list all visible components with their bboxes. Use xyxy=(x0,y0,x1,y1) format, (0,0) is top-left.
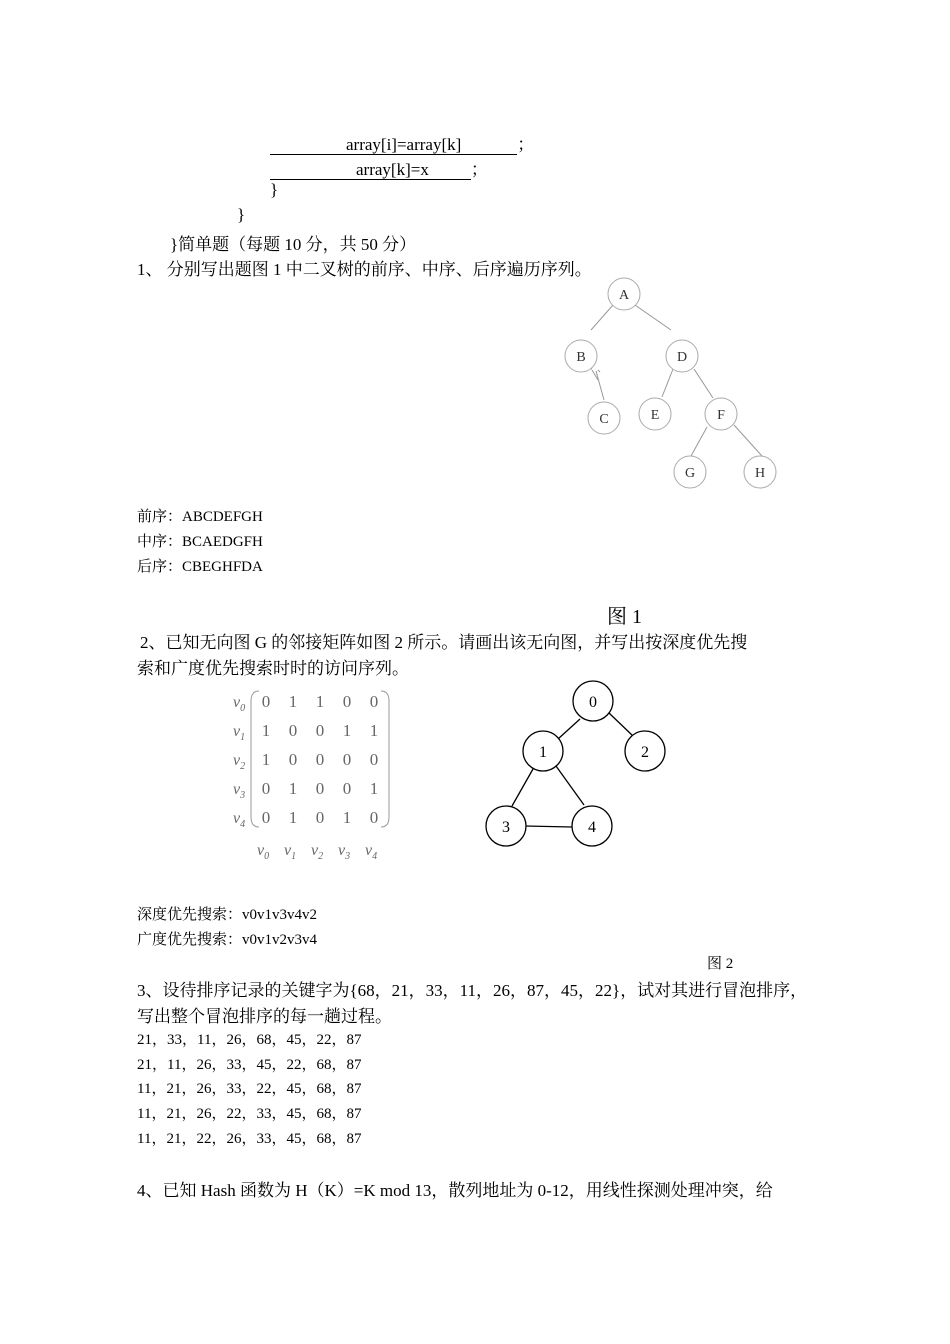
matrix-cell: 0 xyxy=(261,692,271,711)
q3-pass-3: 11，21，26，33，22，45，68，87 xyxy=(137,1081,362,1097)
row-label-v1: $v_1$ xyxy=(233,723,246,743)
q1-answer-preorder: 前序：ABCDEFGH xyxy=(137,509,263,525)
q1-answer-inorder: 中序：BCAEDGFH xyxy=(137,534,263,550)
section-heading: }简单题（每题 10 分，共 50 分） xyxy=(170,235,417,254)
q3-pass-1: 21，33，11，26，68，45，22，87 xyxy=(137,1032,362,1048)
matrix-cell: 1 xyxy=(369,721,379,740)
matrix-cell: 0 xyxy=(315,779,325,798)
matrix-cell: 0 xyxy=(369,692,379,711)
matrix-cell: 0 xyxy=(288,721,298,740)
matrix-cell: 0 xyxy=(342,750,352,769)
tree-label-d: D xyxy=(676,350,688,365)
matrix-cell: 1 xyxy=(342,808,352,827)
graph-edge-1-3 xyxy=(512,769,533,806)
matrix-right-bracket xyxy=(381,691,389,827)
row-label-v2: $v_2$ xyxy=(233,752,246,772)
code-line-2 xyxy=(270,155,488,180)
tree-edge-b-c-3 xyxy=(596,371,604,400)
q3-pass-4: 11，21，26，22，33，45，68，87 xyxy=(137,1106,362,1122)
matrix-cell: 1 xyxy=(261,721,271,740)
tree-label-g: G xyxy=(684,466,696,481)
matrix-cell: 0 xyxy=(369,750,379,769)
code-suffix-1: ； xyxy=(517,135,535,154)
graph-label-0: 0 xyxy=(589,694,597,711)
q3-text-line-1: 3、设待排序记录的关键字为{68，21，33，11，26，87，45，22}，试对其进行冒泡排序， xyxy=(137,981,808,1000)
matrix-column-labels xyxy=(257,842,377,862)
q2-answer-bfs: 广度优先搜索：v0v1v2v3v4 xyxy=(137,932,318,948)
matrix-cell: 0 xyxy=(342,779,352,798)
q2-text-line-2: 索和广度优先搜索时时的访问序列。 xyxy=(137,659,409,678)
tree-edge-a-b xyxy=(591,305,613,330)
figure-1-caption: 图 1 xyxy=(607,606,642,628)
matrix-cells xyxy=(262,692,379,827)
col-label-v3: $v_3$ xyxy=(338,842,351,862)
q3-pass-5: 11，21，22，26，33，45，68，87 xyxy=(137,1131,362,1147)
tree-label-c: C xyxy=(599,412,609,427)
graph-edge-3-4 xyxy=(525,826,572,827)
graph-edge-1-4 xyxy=(556,766,584,805)
code-brace-outer: } xyxy=(237,205,246,224)
blank-answer-2: array[k]=x xyxy=(270,161,471,180)
tree-label-b: B xyxy=(576,350,586,365)
matrix-cell: 0 xyxy=(261,808,271,827)
graph-label-4: 4 xyxy=(588,819,596,836)
tree-label-h: H xyxy=(754,466,766,481)
col-label-v0: $v_0$ xyxy=(257,842,270,862)
matrix-cell: 1 xyxy=(342,721,352,740)
tree-edge-d-e xyxy=(662,369,673,397)
matrix-cell: 0 xyxy=(288,750,298,769)
col-label-v1: $v_1$ xyxy=(284,842,297,862)
tree-edge-f-h xyxy=(734,425,762,456)
blank-answer-1: array[i]=array[k] xyxy=(270,136,517,155)
matrix-cell: 0 xyxy=(315,750,325,769)
row-label-v4: $v_4$ xyxy=(233,810,246,830)
matrix-cell: 1 xyxy=(288,692,298,711)
code-suffix-2: ； xyxy=(470,160,488,179)
tree-edge-f-g xyxy=(691,427,707,456)
q4-text-line-1: 4、已知 Hash 函数为 H（K）=K mod 13，散列地址为 0-12，用线性探测处理冲突，给 xyxy=(137,1181,773,1200)
matrix-left-bracket xyxy=(251,691,259,827)
matrix-cell: 1 xyxy=(369,779,379,798)
tree-edge-d-f xyxy=(694,369,713,398)
figure-2-caption: 图 2 xyxy=(707,956,734,972)
matrix-cell: 0 xyxy=(261,779,271,798)
q2-answer-dfs: 深度优先搜索：v0v1v3v4v2 xyxy=(137,907,318,923)
matrix-cell: 0 xyxy=(315,808,325,827)
q2-text-line-1: 2、已知无向图 G 的邻接矩阵如图 2 所示。请画出该无向图，并写出按深度优先搜 xyxy=(140,633,748,652)
tree-label-f: F xyxy=(717,408,725,423)
matrix-cell: 1 xyxy=(288,779,298,798)
code-line-1 xyxy=(270,130,534,155)
graph-edge-0-2 xyxy=(609,713,633,736)
tree-edge-b-c-2 xyxy=(598,370,600,372)
q1-answer-postorder: 后序：CBEGHFDA xyxy=(137,559,263,575)
matrix-row-labels xyxy=(233,694,245,830)
tree-edge-a-d xyxy=(635,305,671,330)
graph-label-3: 3 xyxy=(502,819,510,836)
matrix-cell: 1 xyxy=(315,692,325,711)
row-label-v3: $v_3$ xyxy=(233,781,246,801)
binary-tree-diagram xyxy=(540,270,800,500)
matrix-cell: 0 xyxy=(315,721,325,740)
adjacency-matrix xyxy=(225,685,405,870)
q3-text-line-2: 写出整个冒泡排序的每一趟过程。 xyxy=(137,1007,392,1026)
graph-label-2: 2 xyxy=(641,744,649,761)
undirected-graph-diagram xyxy=(475,675,685,855)
matrix-cell: 0 xyxy=(369,808,379,827)
matrix-cell: 1 xyxy=(261,750,271,769)
graph-label-1: 1 xyxy=(539,744,547,761)
col-label-v2: $v_2$ xyxy=(311,842,324,862)
matrix-cell: 1 xyxy=(288,808,298,827)
tree-label-e: E xyxy=(650,408,660,423)
q3-pass-2: 21，11，26，33，45，22，68，87 xyxy=(137,1057,362,1073)
matrix-cell: 0 xyxy=(342,692,352,711)
q1-text: 1、 分别写出题图 1 中二叉树的前序、中序、后序遍历序列。 xyxy=(137,260,592,279)
tree-label-a: A xyxy=(618,288,630,303)
col-label-v4: $v_4$ xyxy=(365,842,378,862)
row-label-v0: $v_0$ xyxy=(233,694,246,714)
graph-edge-0-1 xyxy=(558,719,580,739)
code-brace-inner: } xyxy=(270,180,279,199)
